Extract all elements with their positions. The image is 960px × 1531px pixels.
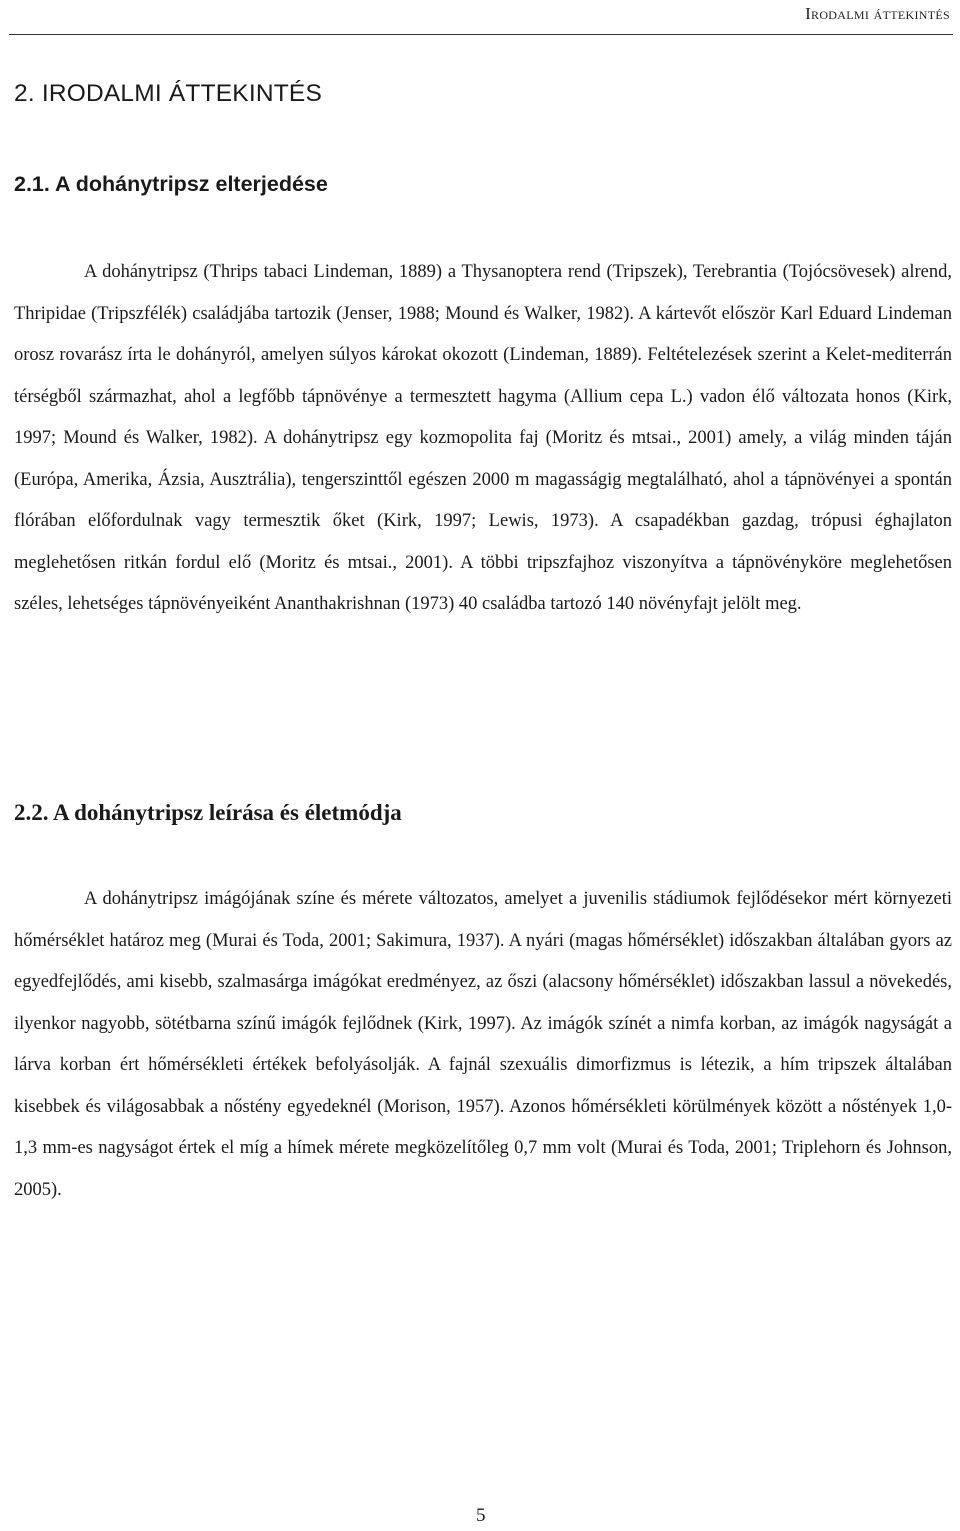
section-paragraph-distribution: A dohánytripsz (Thrips tabaci Lindeman, 1889) a Thysanoptera rend (Tripszek), Terebrantia (Tojócsövesek) alrend, Thripidae (Tripszfélék) családjába tartozik (Jenser, 1988; Mound és Walker, 1982). A kártevőt először Karl Eduard Lindeman orosz rovarász írta le dohányról, amelyen súlyos károkat okozott (Lindeman, 1889). Feltételezések szerint a Kelet-mediterrán térségből származhat, ahol a legfőbb tápnövénye a termesztett hagyma (Allium cepa L.) vadon élő változata honos (Kirk, 1997; Mound és Walker, 1982). A dohánytripsz egy kozmopolita faj (Moritz és mtsai., 2001) amely, a világ minden táján (Európa, Amerika, Ázsia, Ausztrália), tengerszinttől egészen 2000 m magasságig megtalálható, ahol a tápnövényei a spontán flórában előfordulnak vagy termesztik őket (Kirk, 1997; Lewis, 1973). A csapadékban gazdag, trópusi éghajlaton meglehetősen ritkán fordul elő (Moritz és mtsai., 2001). A többi tripszfajhoz viszonyítva a tápnövényköre meglehetősen széles, lehetséges tápnövényeiként Ananthakrishnan (1973) 40 családba tartozó 140 növényfajt jelölt meg. [14,262,952,614]
section-heading-description: 2.2. A dohánytripsz leírása és életmódja [14,800,402,825]
header-divider [9,34,953,35]
page-number: 5 [476,1505,486,1526]
section-heading-distribution: 2.1. A dohánytripsz elterjedése [14,172,328,196]
running-header: Irodalmi áttekintés [805,4,950,23]
section-paragraph-description: A dohánytripsz imágójának színe és mérete változatos, amelyet a juvenilis stádiumok fejlődésekor mért környezeti hőmérséklet határoz meg (Murai és Toda, 2001; Sakimura, 1937). A nyári (magas hőmérséklet) időszakban általában gyors az egyedfejlődés, ami kisebb, szalmasárga imágókat eredményez, az őszi (alacsony hőmérséklet) időszakban lassul a növekedés, ilyenkor nagyobb, sötétbarna színű imágók fejlődnek (Kirk, 1997). Az imágók színét a nimfa korban, az imágók nagyságát a lárva korban ért hőmérsékleti értékek befolyásolják. A fajnál szexuális dimorfizmus is létezik, a hím tripszek általában kisebbek és világosabbak a nőstény egyedeknél (Morison, 1957). Azonos hőmérsékleti körülmények között a nőstények 1,0-1,3 mm-es nagyságot értek el míg a hímek mérete megközelítőleg 0,7 mm volt (Murai és Toda, 2001; Triplehorn és Johnson, 2005). [14,889,952,1200]
chapter-title: 2. IRODALMI ÁTTEKINTÉS [14,80,322,107]
